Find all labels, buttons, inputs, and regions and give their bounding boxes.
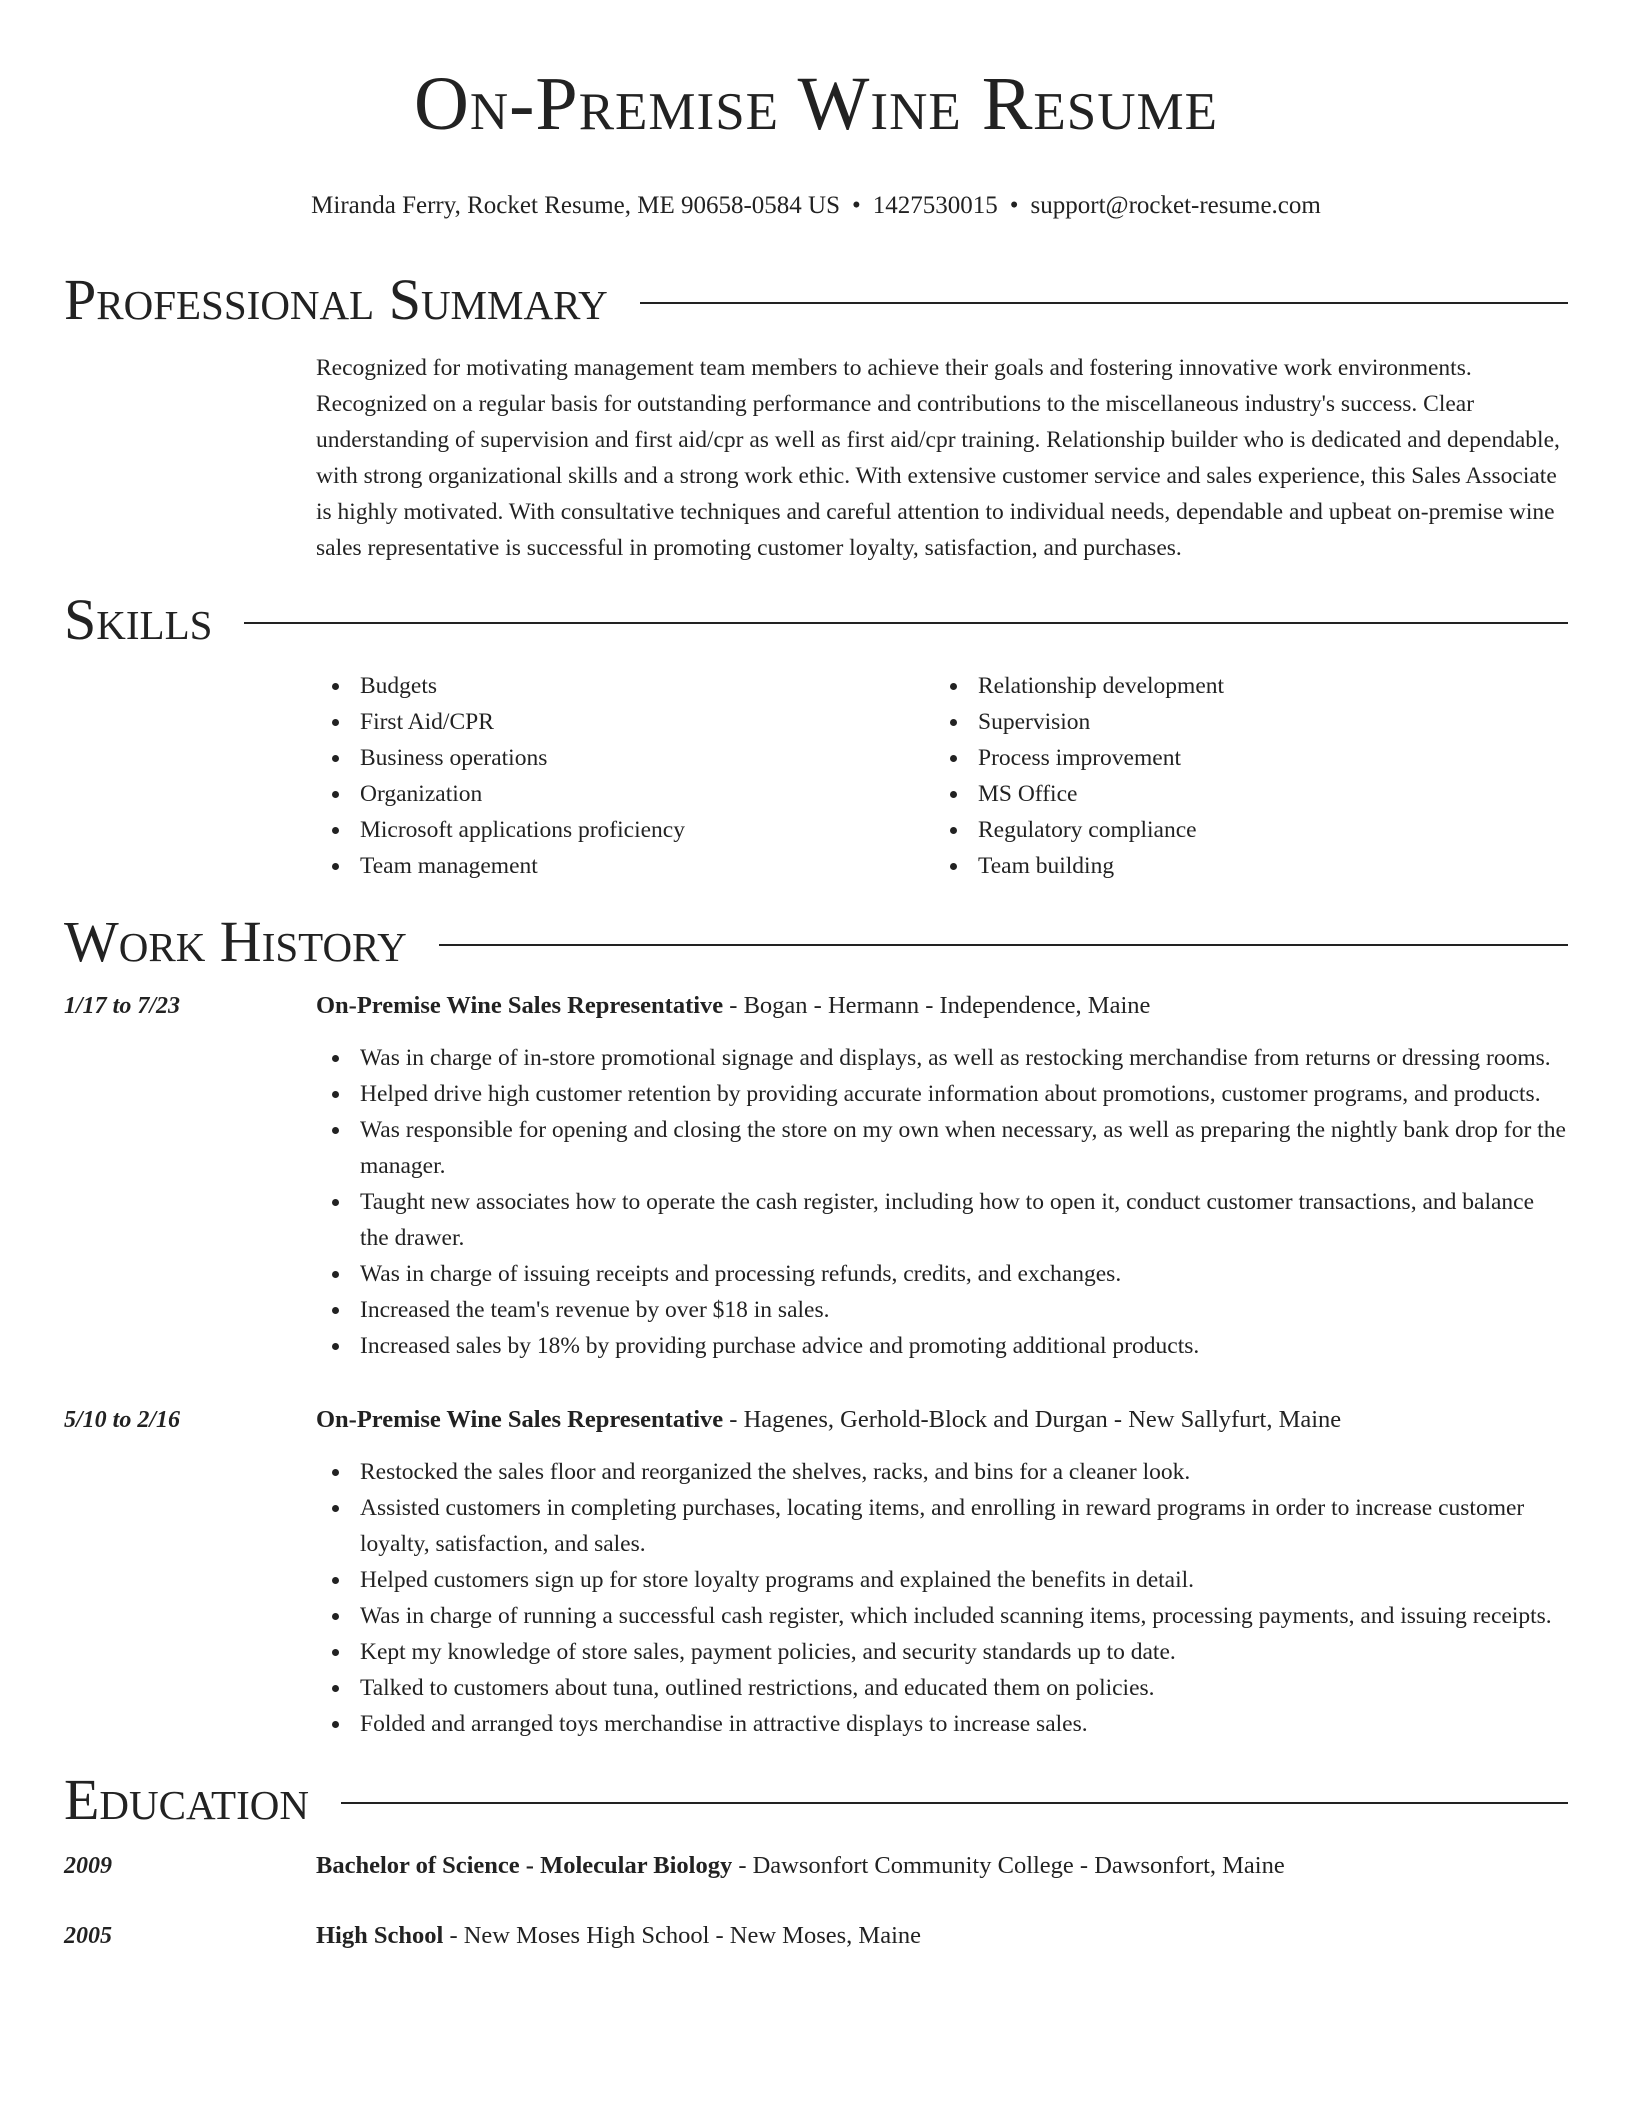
skill-item: Business operations [316, 740, 934, 776]
section-divider [244, 622, 1568, 624]
job-dates: 5/10 to 2/16 [64, 1407, 181, 1433]
resume-title: On-Premise Wine Resume [413, 62, 1219, 146]
job-dates: 1/17 to 7/23 [64, 993, 181, 1019]
education-year: 2005 [64, 1923, 112, 1949]
job-bullet: Increased the team's revenue by over $18 in sales. [316, 1292, 1568, 1328]
skill-item: Supervision [934, 704, 1552, 740]
work-heading: Work History [64, 909, 407, 974]
job-bullet: Taught new associates how to operate the cash register, including how to open it, conduct customer transactions, and balance the drawer. [316, 1184, 1568, 1256]
contact-phone: 1427530015 [872, 192, 998, 219]
skill-item: Team building [934, 848, 1552, 884]
education-school: - New Moses High School - New Moses, Maine [443, 1922, 922, 1949]
skill-item: Relationship development [934, 668, 1552, 704]
contact-separator: • [852, 192, 861, 219]
job-bullet: Increased sales by 18% by providing purchase advice and promoting additional products. [316, 1328, 1568, 1364]
skill-item: Microsoft applications proficiency [316, 812, 934, 848]
skills-column-left [316, 668, 934, 884]
skill-item: First Aid/CPR [316, 704, 934, 740]
education-heading-line [316, 1848, 1568, 1884]
skills-section-header [64, 588, 1568, 652]
section-divider [341, 1802, 1568, 1804]
job-bullet: Restocked the sales floor and reorganized the shelves, racks, and bins for a cleaner look. [316, 1454, 1568, 1490]
work-section-header [64, 910, 1568, 974]
skill-item: Budgets [316, 668, 934, 704]
contact-line [64, 190, 1568, 222]
job-title: On-Premise Wine Sales Representative [316, 1406, 724, 1433]
section-divider [439, 944, 1568, 946]
contact-email: support@rocket-resume.com [1030, 192, 1321, 219]
skill-item: Regulatory compliance [934, 812, 1552, 848]
summary-text: Recognized for motivating management team members to achieve their goals and fostering innovative work environments. Recognized on a regular basis for outstanding performance and contributions to the miscellaneous industry's success. Clear understanding of supervision and first aid/cpr as well as first aid/cpr training. Relationship builder who is dedicated and dependable, with strong organizational skills and a strong work ethic. With extensive customer service and sales experience, this Sales Associate is highly motivated. With consultative techniques and careful attention to individual needs, dependable and upbeat on-premise wine sales representative is successful in promoting customer loyalty, satisfaction, and purchases. [316, 355, 1560, 561]
contact-separator: • [1009, 192, 1019, 219]
education-heading-line [316, 1918, 1568, 1954]
section-divider [640, 302, 1568, 304]
job-heading [316, 988, 1568, 1024]
job-employer: - Bogan - Hermann - Independence, Maine [723, 992, 1151, 1019]
skill-item: Organization [316, 776, 934, 812]
job-bullet: Folded and arranged toys merchandise in attractive displays to increase sales. [316, 1706, 1568, 1742]
job-bullet: Kept my knowledge of store sales, payment policies, and security standards up to date. [316, 1634, 1568, 1670]
job-header [64, 988, 1568, 1024]
skills-column-right [934, 668, 1552, 884]
job-bullet: Helped customers sign up for store loyalty programs and explained the benefits in detail. [316, 1562, 1568, 1598]
skill-item: Team management [316, 848, 934, 884]
job-bullet: Was in charge of in-store promotional signage and displays, as well as restocking merchandise from returns or dressing rooms. [316, 1040, 1568, 1076]
job-bullet: Was in charge of issuing receipts and processing refunds, credits, and exchanges. [316, 1256, 1568, 1292]
education-degree: Bachelor of Science - Molecular Biology [316, 1852, 733, 1879]
job-bullet: Assisted customers in completing purchases, locating items, and enrolling in reward programs in order to increase customer loyalty, satisfaction, and sales. [316, 1490, 1568, 1562]
job-bullets [316, 1454, 1568, 1742]
job-title: On-Premise Wine Sales Representative [316, 992, 724, 1019]
job-employer: - Hagenes, Gerhold-Block and Durgan - New Sallyfurt, Maine [723, 1406, 1342, 1433]
skill-item: MS Office [934, 776, 1552, 812]
job-bullet: Talked to customers about tuna, outlined restrictions, and educated them on policies. [316, 1670, 1568, 1706]
job-bullet: Was in charge of running a successful cash register, which included scanning items, processing payments, and issuing receipts. [316, 1598, 1568, 1634]
summary-section-header [64, 268, 1568, 332]
job-header [64, 1402, 1568, 1438]
education-heading: Education [64, 1767, 309, 1832]
contact-address: Miranda Ferry, Rocket Resume, ME 90658-0584 US [311, 192, 841, 219]
education-entry [64, 1918, 1568, 1954]
job-heading [316, 1402, 1568, 1438]
education-year: 2009 [64, 1853, 112, 1879]
job-bullets [316, 1040, 1568, 1364]
job-bullet: Helped drive high customer retention by providing accurate information about promotions, customer programs, and products. [316, 1076, 1568, 1112]
education-section-header [64, 1768, 1568, 1832]
education-entry [64, 1848, 1568, 1884]
education-school: - Dawsonfort Community College - Dawsonfort, Maine [732, 1852, 1285, 1879]
skills-list [316, 668, 1568, 884]
job-bullet: Was responsible for opening and closing the store on my own when necessary, as well as preparing the nightly bank drop for the manager. [316, 1112, 1568, 1184]
job-entry [64, 988, 1568, 1364]
education-degree: High School [316, 1922, 444, 1949]
summary-heading: Professional Summary [64, 267, 608, 332]
job-entry [64, 1402, 1568, 1742]
skill-item: Process improvement [934, 740, 1552, 776]
skills-heading: Skills [64, 587, 213, 652]
